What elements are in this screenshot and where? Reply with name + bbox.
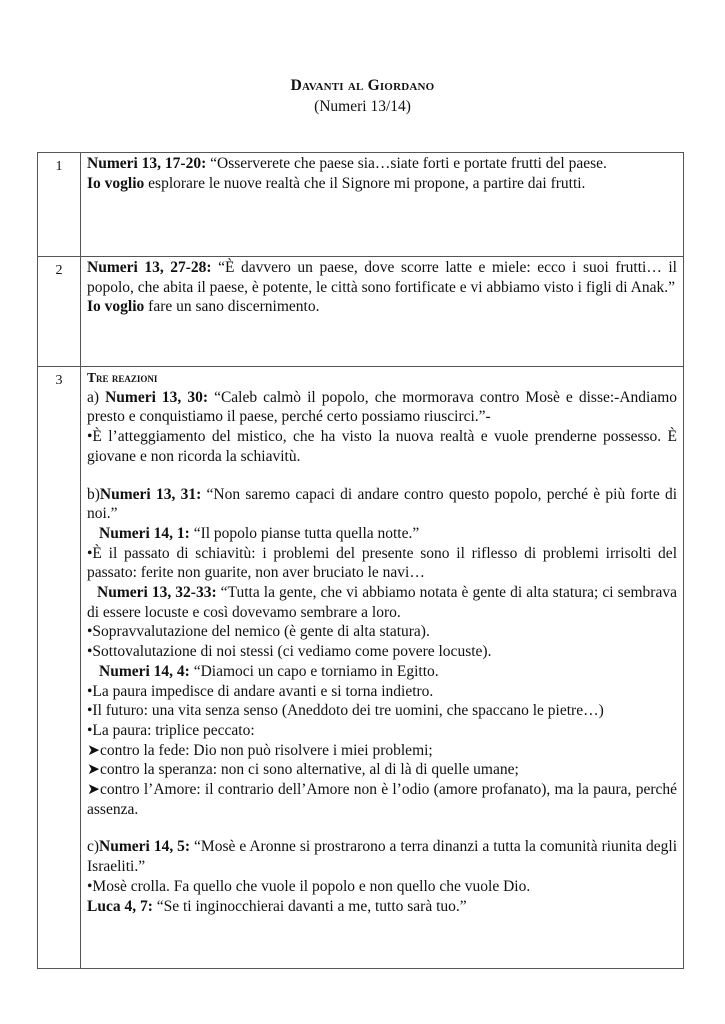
row-content [81,257,684,367]
bullet-note: •Mosè crolla. Fa quello che vuole il popolo e non quello che vuole Dio. [87,877,531,895]
resolution-label: Io voglio [87,174,145,192]
row-content [81,367,684,969]
sin-text: contro la speranza: non ci sono alternative, al di là di quelle umane; [100,761,519,779]
row-content [81,153,684,257]
content-table [37,152,684,969]
scripture-quote [87,583,677,622]
quote-text: “Il popolo pianse tutta quella notte.” [189,524,420,542]
quote-text: “Mosè e Aronne si prostrarono a terra dinanzi a tutta la comunità riunita degli Israeliti.” [87,838,677,876]
table-row [38,367,684,969]
item-label: c) [87,838,100,856]
quote-text: “Tutta la gente, che vi abbiamo notata è gente di alta statura; ci sembrava di essere locuste e così dovevamo sembrare a loro. [87,584,677,621]
bullet-note: •Sottovalutazione di noi stessi (ci vediamo come povere locuste). [87,643,492,661]
scripture-ref: Numeri 14, 1: [99,524,190,542]
scripture-ref: Numeri 13, 27-28: [87,259,212,276]
quote-text: “Se ti inginocchierai davanti a me, tutto sarà tuo.” [152,897,467,915]
sin-item [87,741,677,761]
arrow-bullet-icon: ➤ [87,761,100,779]
scripture-ref: Numeri 14, 4: [99,662,190,680]
reaction-c [87,837,677,876]
scripture-ref: Numeri 14, 5: [99,838,191,856]
scripture-quote [87,524,677,544]
sin-item [87,780,677,819]
bullet-note: •È l’atteggiamento del mistico, che ha visto la nuova realtà e vuole prenderne possesso. È giovane e non ricorda la schiavitù. [87,428,677,465]
sin-item [87,760,677,780]
quote-text: “È davvero un paese, dove scorre latte e miele: ecco i suoi frutti… il popolo, che abita il paese, è potente, le città sono fortificate e vi abbiamo visto i figli di Anak.” [87,259,677,296]
scripture-quote [87,897,677,917]
reaction-a [87,388,677,427]
arrow-bullet-icon: ➤ [87,781,100,799]
resolution-label: Io voglio [87,298,145,316]
item-label: b) [87,485,100,503]
scripture-ref: Numeri 13, 31: [99,485,202,503]
resolution [87,174,677,194]
resolution-text: esplorare le nuove realtà che il Signore mi propone, a partire dai frutti. [144,174,586,192]
resolution [87,297,677,317]
bullet-note: •Sopravvalutazione del nemico (è gente di alta statura). [87,623,430,641]
bullet-note: •La paura impedisce di andare avanti e si torna indietro. [87,682,434,700]
document-header [0,75,725,117]
reaction-b [87,485,677,524]
bullet-note: •È il passato di schiavitù: i problemi del presente sono il riflesso di problemi irrisolti del passato: ferite non guarite, non aver bruciato le navi… [87,544,677,582]
scripture-ref: Luca 4, 7: [87,897,153,915]
quote-text: “Non saremo capaci di andare contro questo popolo, perché è più forte di noi.” [87,485,677,523]
section-heading: Tre reazioni [87,370,158,385]
arrow-bullet-icon: ➤ [87,741,100,759]
table-row [38,153,684,257]
scripture-quote [87,662,677,682]
row-number: 3 [38,367,81,969]
bullet-note: •Il futuro: una vita senza senso (Aneddoto dei tre uomini, che spaccano le pietre…) [87,702,604,720]
quote-text: “Osserverete che paese sia…siate forti e portate frutti del paese. [206,155,607,172]
quote-text: “Caleb calmò il popolo, che mormorava contro Mosè e disse:-Andiamo presto e conquistiamo il paese, perché certo possiamo riuscirci.”- [87,388,678,426]
sin-text: contro la fede: Dio non può risolvere i miei problemi; [100,741,433,759]
scripture-ref: Numeri 13, 30: [105,388,209,406]
table-row [38,257,684,367]
scripture-ref: Numeri 13, 32-33: [97,584,217,602]
sin-text: contro l’Amore: il contrario dell’Amore non è l’odio (amore profanato), ma la paura, perché assenza. [87,781,677,818]
scripture-quote [87,258,677,297]
scripture-ref: Numeri 13, 17-20: [87,155,207,172]
row-number: 2 [38,257,81,367]
document-subtitle: (Numeri 13/14) [314,98,411,115]
quote-text: “Diamoci un capo e torniamo in Egitto. [189,662,439,680]
document-title: Davanti al Giordano [290,77,435,94]
scripture-quote [87,154,677,174]
row-number: 1 [38,153,81,257]
item-label: a) [87,388,106,406]
resolution-text: fare un sano discernimento. [144,298,320,316]
bullet-note: •La paura: triplice peccato: [87,721,255,739]
